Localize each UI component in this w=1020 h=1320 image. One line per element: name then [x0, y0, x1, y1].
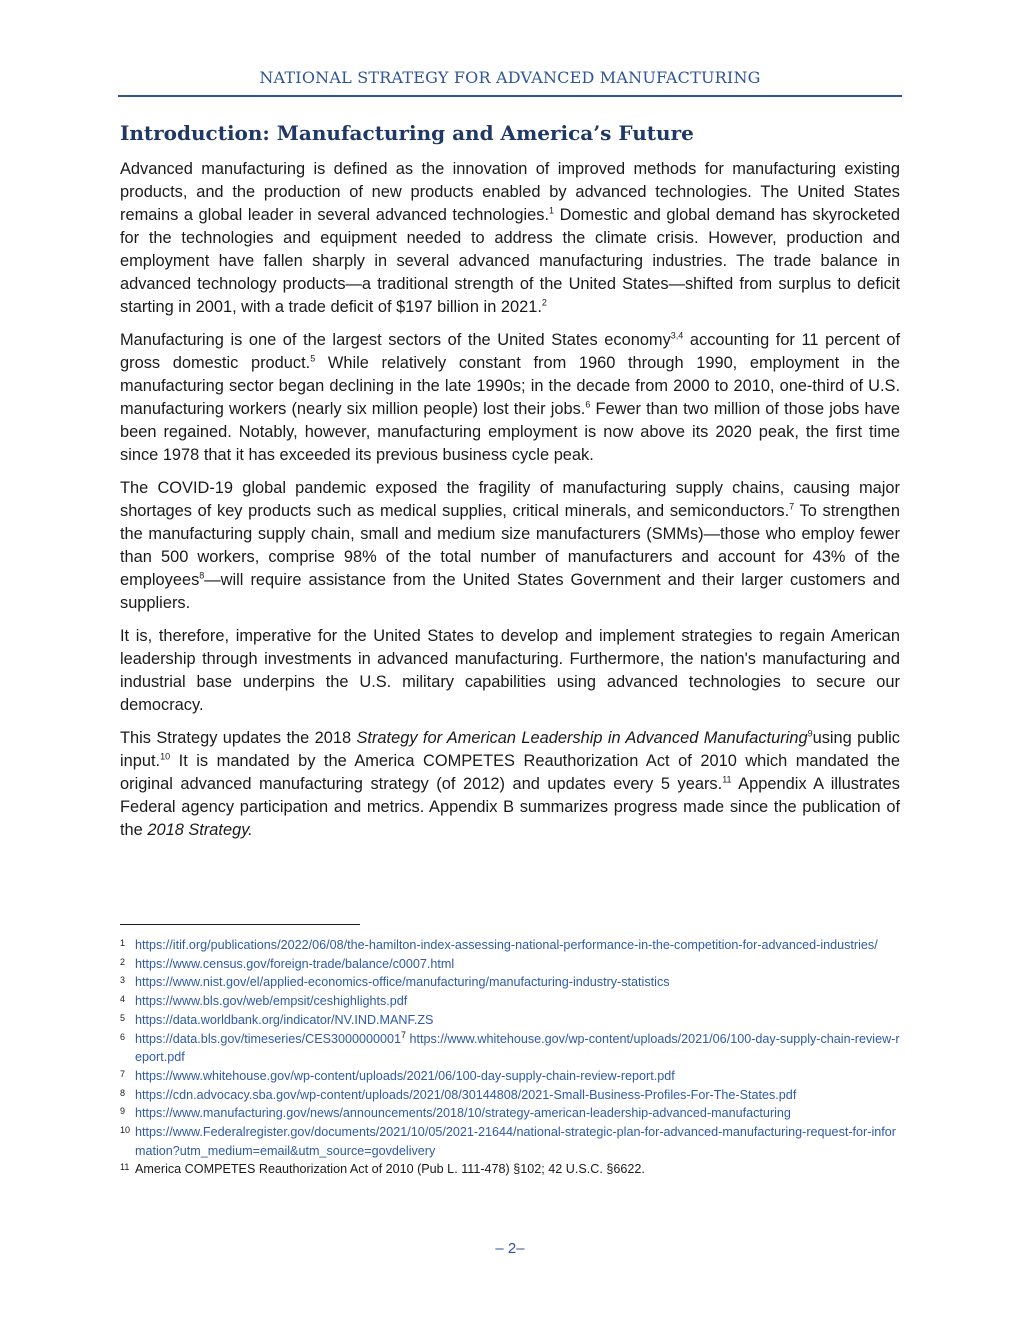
paragraph-text: While relatively constant from 1960 through 1990, employment in the manufacturing sector began declining in the late 1990s; in the decade from 2000 to 2010, one-third of U.S. manufacturing workers (nearly six million people) lost their jobs.	[120, 354, 901, 418]
paragraph-4	[120, 625, 900, 717]
paragraph-text: using public input.	[120, 729, 900, 770]
paragraph-2	[120, 329, 900, 467]
footnote-ref-9[interactable]: 9	[807, 728, 813, 739]
paragraph-text: This Strategy updates the 2018	[120, 729, 357, 747]
paragraph-text: Advanced manufacturing is defined as the innovation of improved methods for manufacturing existing products, and the production of new products enabled by advanced technologies. The United States remains a global leader in several advanced technologies.	[120, 160, 900, 224]
footnote-link[interactable]: https://www.manufacturing.gov/news/announcements/2018/10/strategy-american-leadership-advanced-manufacturing	[135, 1106, 791, 1121]
page-number: – 2–	[495, 1240, 525, 1257]
footnote-ref-7[interactable]: 7	[789, 501, 795, 512]
footnote-separator	[120, 924, 360, 925]
footnote-ref-2[interactable]: 2	[541, 297, 547, 308]
footnote-link[interactable]: https://itif.org/publications/2022/06/08/the-hamilton-index-assessing-national-performance-in-the-competition-for-advanced-industries/	[135, 938, 878, 952]
paragraph-text: Manufacturing is one of the largest sectors of the United States economy	[120, 331, 671, 349]
footnote-number: 11	[120, 1162, 130, 1173]
italic-title: Strategy for American Leadership in Advanced Manufacturing	[356, 729, 808, 747]
footnote-link[interactable]: https://www.whitehouse.gov/wp-content/uploads/2021/06/100-day-supply-chain-review-report.pdf	[135, 1031, 900, 1065]
footnote-number: 8	[120, 1087, 126, 1098]
running-header: NATIONAL STRATEGY FOR ADVANCED MANUFACTURING	[259, 68, 761, 87]
footnote-link[interactable]: https://data.worldbank.org/indicator/NV.IND.MANF.ZS	[135, 1012, 434, 1027]
paragraph-text: Fewer than two million of those jobs have been regained. Notably, however, manufacturing employment is now above its 2020 peak, the first time since 1978 that it has exceeded its previous business cycle peak.	[120, 400, 900, 464]
paragraph-5	[120, 727, 900, 842]
footnote-10	[120, 1123, 900, 1160]
footnote-ref-8[interactable]: 8	[199, 570, 205, 581]
footnote-8	[120, 1086, 900, 1105]
footnote-ref-5[interactable]: 5	[310, 353, 316, 364]
footnote-7	[120, 1067, 900, 1086]
paragraph-3	[120, 477, 900, 615]
footnote-number: 1	[120, 938, 126, 948]
footnote-3	[120, 973, 900, 992]
paragraph-text: Appendix A illustrates Federal agency participation and metrics. Appendix B summarizes progress made since the publication of the	[120, 775, 900, 839]
paragraph-text: To strengthen the manufacturing supply chain, small and medium size manufacturers (SMMs)—those who employ fewer than 500 workers, comprise 98% of the total number of manufacturers and account for 43% of the employees	[120, 502, 900, 589]
footnote-link[interactable]: https://www.nist.gov/el/applied-economics-office/manufacturing/manufacturing-industry-statistics	[135, 975, 670, 990]
footnote-link[interactable]: https://www.whitehouse.gov/wp-content/uploads/2021/06/100-day-supply-chain-review-report.pdf	[135, 1068, 675, 1083]
paragraph-text: The COVID-19 global pandemic exposed the fragility of manufacturing supply chains, causing major shortages of key products such as medical supplies, critical minerals, and semiconductors.	[120, 479, 900, 520]
footnote-inline-number: 7	[401, 1029, 407, 1040]
footnote-5	[120, 1011, 900, 1030]
footnotes	[120, 936, 900, 1179]
footnote-number: 9	[120, 1106, 126, 1117]
footnote-link[interactable]: https://www.Federalregister.gov/documents/2021/10/05/2021-21644/national-strategic-plan-for-advanced-manufacturing-request-for-information?utm_medium=email&utm_source=govdelivery	[135, 1125, 896, 1158]
footnote-number: 2	[120, 956, 126, 967]
footnote-number: 4	[120, 994, 126, 1005]
footnote-9	[120, 1104, 900, 1123]
footnote-number: 5	[120, 1012, 126, 1023]
footnote-ref-10[interactable]: 10	[160, 751, 171, 762]
paragraph-text: accounting for 11 percent of gross domestic product.	[120, 331, 901, 372]
footnote-11	[120, 1160, 900, 1179]
paragraph-1	[120, 158, 900, 319]
footnote-number: 10	[120, 1125, 131, 1136]
section-title: Introduction: Manufacturing and America’s Future	[120, 121, 694, 145]
footnote-link[interactable]: https://www.bls.gov/web/empsit/ceshighlights.pdf	[135, 994, 408, 1009]
footnote-link[interactable]: https://cdn.advocacy.sba.gov/wp-content/uploads/2021/08/30144808/2021-Small-Business-Profiles-For-The-States.pdf	[135, 1087, 797, 1102]
main-content	[120, 118, 900, 852]
footnote-link[interactable]: https://www.census.gov/foreign-trade/balance/c0007.html	[135, 956, 455, 971]
footnote-number: 7	[120, 1068, 126, 1079]
footnote-link[interactable]: https://data.bls.gov/timeseries/CES3000000001	[135, 1031, 402, 1046]
footnote-ref-11[interactable]: 11	[722, 774, 732, 785]
paragraph-text: —will require assistance from the United States Government and their larger customers and suppliers.	[120, 571, 900, 612]
footnote-4	[120, 992, 900, 1011]
paragraph-text: It is, therefore, imperative for the United States to develop and implement strategies to regain American leadership through investments in advanced manufacturing. Furthermore, the nation's manufacturing and industrial base underpins the U.S. military capabilities using advanced technologies to secure our democracy.	[120, 627, 900, 714]
footnote-ref-3-4[interactable]: 3,4	[670, 330, 684, 341]
paragraph-text: It is mandated by the America COMPETES Reauthorization Act of 2010 which mandated the original advanced manufacturing strategy (of 2012) and updates every 5 years.	[120, 752, 900, 793]
footnote-ref-1[interactable]: 1	[549, 205, 555, 216]
italic-title: 2018 Strategy.	[147, 821, 253, 839]
footnote-number: 3	[120, 975, 126, 986]
footnote-ref-6[interactable]: 6	[585, 399, 591, 410]
header-rule	[118, 95, 902, 97]
paragraph-text: Domestic and global demand has skyrocketed for the technologies and equipment needed to address the climate crisis. However, production and employment have fallen sharply in several advanced manufacturing industries. The trade balance in advanced technology products—a traditional strength of the United States—shifted from surplus to deficit starting in 2001, with a trade deficit of $197 billion in 2021.	[120, 206, 900, 316]
footnote-text: America COMPETES Reauthorization Act of 2010 (Pub L. 111-478) §102; 42 U.S.C. §6622.	[135, 1162, 645, 1177]
footnote-2	[120, 955, 900, 974]
footnote-1	[120, 936, 900, 955]
footnote-6	[120, 1030, 900, 1067]
footnote-number: 6	[120, 1031, 126, 1042]
